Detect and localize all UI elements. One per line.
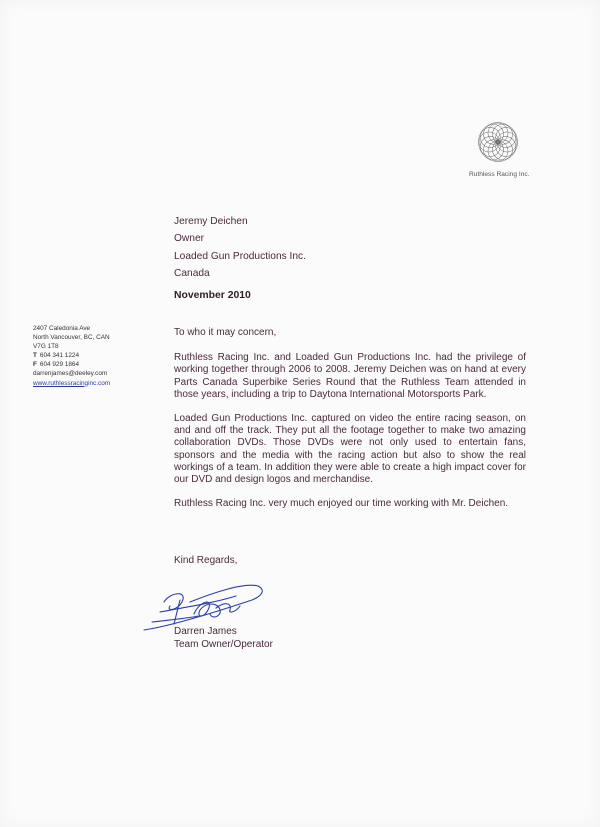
sender-city: North Vancouver, BC, CAN bbox=[33, 334, 110, 342]
sender-email: darrenjames@deeley.com bbox=[33, 370, 108, 378]
signatory-title: Team Owner/Operator bbox=[174, 638, 273, 650]
recipient-block bbox=[174, 213, 306, 283]
signatory-name: Darren James bbox=[174, 626, 237, 637]
body-paragraph: Ruthless Racing Inc. and Loaded Gun Productions Inc. had the privilege of working together through 2006 to 2008. Jeremy Deichen was on hand at every Parts Canada Superbike Series Round that the Ruthless Team attended in those years, including a trip to Daytona International Motorsports Park. bbox=[174, 352, 526, 400]
recipient-country: Canada bbox=[174, 268, 210, 280]
recipient-name: Jeremy Deichen bbox=[174, 216, 248, 227]
company-name: Ruthless Racing Inc. bbox=[469, 171, 530, 178]
spiral-logo-icon bbox=[477, 121, 519, 163]
sender-postal: V7G 1T8 bbox=[33, 343, 59, 351]
recipient-company: Loaded Gun Productions Inc. bbox=[174, 250, 306, 262]
body-paragraph: Ruthless Racing Inc. very much enjoyed our time working with Mr. Deichen. bbox=[174, 498, 509, 510]
sender-street: 2407 Caledonia Ave bbox=[33, 325, 91, 332]
letter-date: November 2010 bbox=[174, 290, 251, 301]
sender-contact-block bbox=[33, 324, 110, 388]
greeting: To who it may concern, bbox=[174, 327, 277, 338]
closing: Kind Regards, bbox=[174, 555, 238, 566]
letter-body bbox=[174, 327, 526, 522]
sender-fax: F 604 929 1864 bbox=[33, 361, 79, 369]
company-logo bbox=[469, 121, 530, 178]
signatory-block bbox=[174, 626, 273, 651]
sender-website-link[interactable]: www.ruthlessracinginc.com bbox=[33, 379, 111, 387]
sender-phone: T 604 341 1224 bbox=[33, 352, 79, 360]
recipient-title: Owner bbox=[174, 233, 205, 245]
body-paragraph: Loaded Gun Productions Inc. captured on video the entire racing season, on and and off the track. They put all the footage together to make two amazing collaboration DVDs. Those DVDs were not only used to entertain fans, sponsors and the media with the racing action but also to show the real workings of a team. In addition they were able to create a high impact cover for our DVD and design logos and merchandise. bbox=[174, 413, 526, 486]
